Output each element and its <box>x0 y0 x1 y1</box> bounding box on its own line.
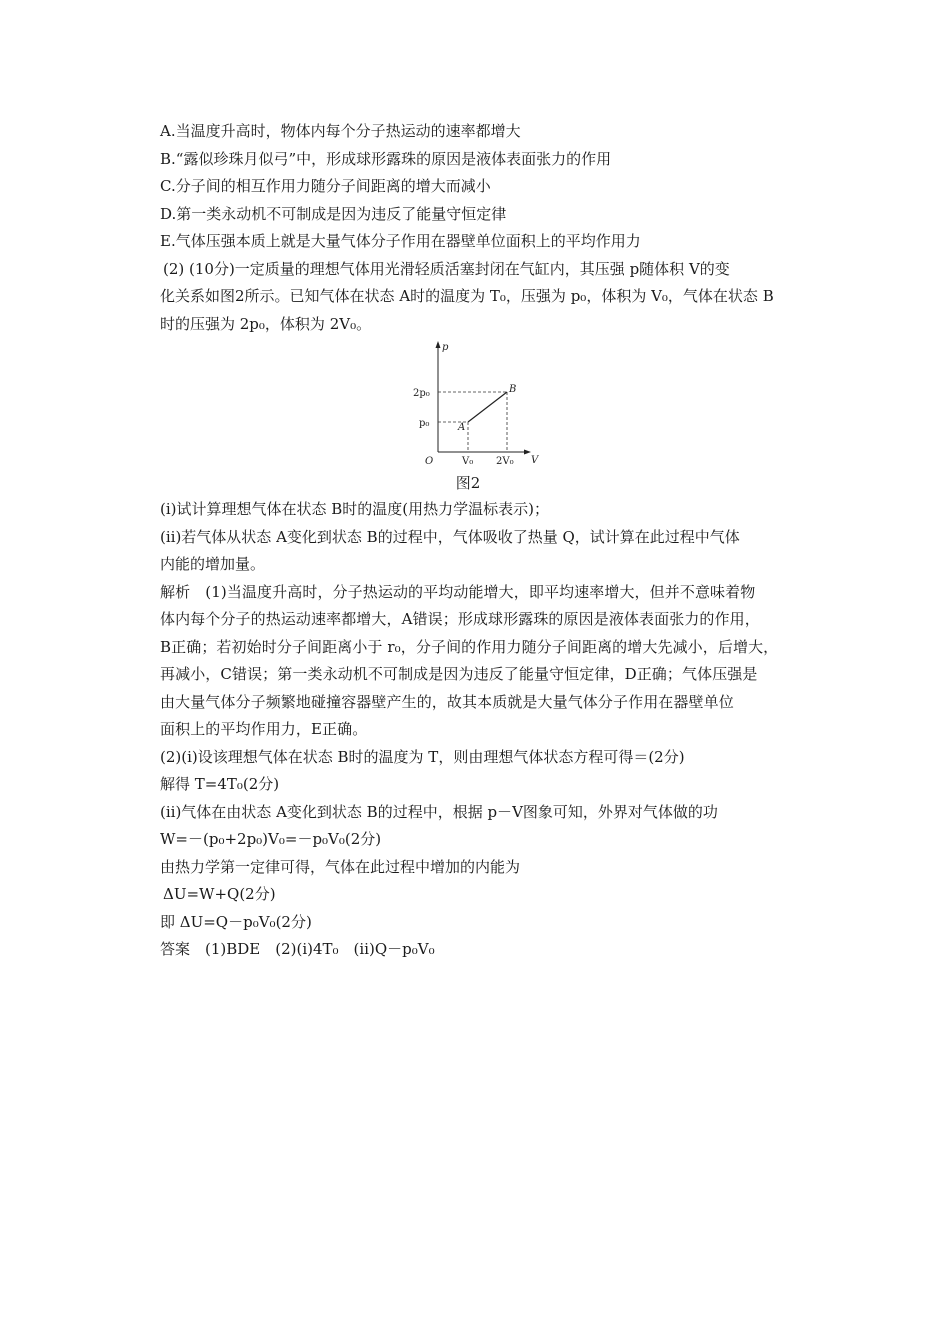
figure-2 <box>160 340 810 470</box>
tick-label-2p0: 2p₀ <box>413 388 430 399</box>
solution-line: (2)(ⅰ)设该理想气体在状态 B时的温度为 T，则由理想气体状态方程可得＝(2分) <box>160 747 685 766</box>
option-letter: D. <box>160 204 177 223</box>
answer-line: 答案 (1)BDE (2)(ⅰ)4T₀ (ⅱ)Q－p₀V₀ <box>160 940 435 958</box>
option-text: 气体压强本质上就是大量气体分子作用在器壁单位面积上的平均作用力 <box>175 232 641 250</box>
option-e <box>160 228 810 256</box>
tick-label-p0: p₀ <box>419 418 430 429</box>
part2-line-1: (2) (10分)一定质量的理想气体用光滑轻质活塞封闭在气缸内，其压强 p随体积 V的变 <box>163 259 730 278</box>
option-letter: A. <box>160 122 176 140</box>
p-axis-arrow <box>436 341 441 348</box>
solution-line: 解析 (1)当温度升高时，分子热运动的平均动能增大，即平均速率增大，但并不意味着物 <box>160 582 756 601</box>
option-d <box>160 201 810 229</box>
solution-line: ΔU=W+Q(2分) <box>163 885 276 903</box>
solution-line: 体内每个分子的热运动速率都增大，A错误；形成球形露珠的原因是液体表面张力的作用， <box>160 610 760 628</box>
option-text: 当温度升高时，物体内每个分子热运动的速率都增大 <box>175 122 521 140</box>
document-page <box>160 118 810 964</box>
sub-question-ii-line-1: (ⅱ)若气体从状态 A变化到状态 B的过程中，气体吸收了热量 Q，试计算在此过程中气体 <box>160 527 740 546</box>
option-letter: C. <box>160 177 176 195</box>
v-axis-arrow <box>524 450 531 455</box>
pv-diagram <box>410 340 550 466</box>
figure-caption: 图2 <box>455 474 481 492</box>
axis-label-p: p <box>442 342 449 353</box>
point-label-a: A <box>458 422 466 433</box>
option-text: “露似珍珠月似弓”中，形成球形露珠的原因是液体表面张力的作用 <box>175 149 612 168</box>
solution-line: 再减小，C错误；第一类永动机不可制成是因为违反了能量守恒定律，D正确；气体压强是 <box>160 665 758 683</box>
option-letter: E. <box>160 232 176 250</box>
tick-label-v0: V₀ <box>462 456 474 466</box>
solution-line: 即 ΔU=Q－p₀V₀(2分) <box>160 912 312 931</box>
option-text: 第一类永动机不可制成是因为违反了能量守恒定律 <box>176 204 507 223</box>
tick-label-2v0: 2V₀ <box>496 456 514 466</box>
point-label-b: B <box>509 384 517 395</box>
solution-line: 面积上的平均作用力，E正确。 <box>160 720 368 738</box>
solution-line: B正确；若初始时分子间距离小于 r₀，分子间的作用力随分子间距离的增大先减小，后增大， <box>160 637 779 656</box>
sub-question-i: (ⅰ)试计算理想气体在状态 B时的温度(用热力学温标表示)； <box>160 500 549 518</box>
solution-line: 由大量气体分子频繁地碰撞容器壁产生的，故其本质就是大量气体分子作用在器壁单位 <box>160 692 734 711</box>
option-b <box>160 146 810 174</box>
option-letter: B. <box>160 149 176 168</box>
solution-line: (ⅱ)气体在由状态 A变化到状态 B的过程中，根据 p－V图象可知，外界对气体做的功 <box>160 802 718 821</box>
solution-line: 解得 T=4T₀(2分) <box>160 775 280 793</box>
axis-label-v: V <box>531 455 539 466</box>
part2-line-2: 化关系如图2所示。已知气体在状态 A时的温度为 T₀，压强为 p₀，体积为 V₀，气体在状态 B <box>160 287 774 305</box>
sub-question-ii-line-2: 内能的增加量。 <box>160 555 266 573</box>
option-text: 分子间的相互作用力随分子间距离的增大而减小 <box>175 177 491 195</box>
option-c <box>160 173 810 201</box>
process-line-a-to-b <box>468 392 507 422</box>
part2-line-3: 时的压强为 2p₀，体积为 2V₀。 <box>160 314 372 333</box>
origin-label: O <box>425 456 434 466</box>
solution-line: W=－(p₀+2p₀)V₀=－p₀V₀(2分) <box>160 830 382 848</box>
solution-line: 由热力学第一定律可得，气体在此过程中增加的内能为 <box>160 857 521 876</box>
option-a <box>160 118 810 146</box>
